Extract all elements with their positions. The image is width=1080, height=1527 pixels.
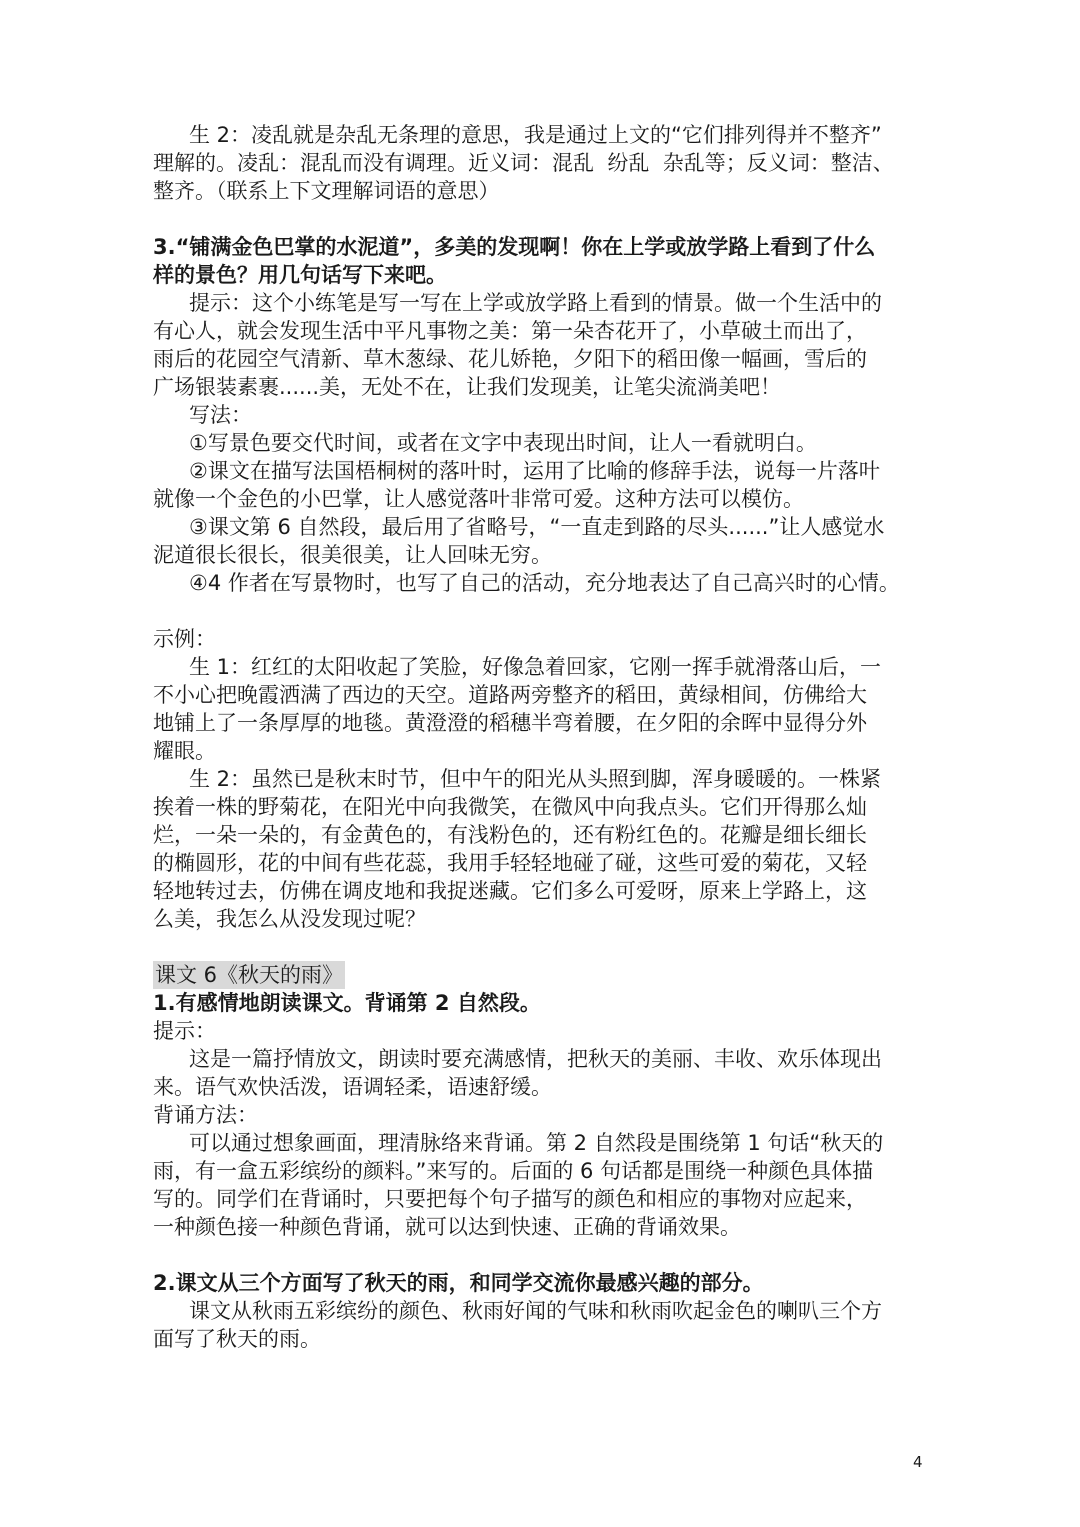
paragraph-line: 有心人，就会发现生活中平凡事物之美：第一朵杏花开了，小草破土而出了， [153, 319, 867, 343]
paragraph-line: 烂，一朵一朵的，有金黄色的，有浅粉色的，还有粉红色的。花瓣是细长细长 [153, 823, 867, 847]
question-1: 1.有感情地朗读课文。背诵第 2 自然段。 [153, 991, 541, 1015]
method-item: ③课文第 6 自然段，最后用了省略号，“一直走到路的尽头......”让人感觉水 [189, 515, 885, 539]
paragraph-line: 提示：这个小练笔是写一写在上学或放学路上看到的情景。做一个生活中的 [189, 291, 882, 315]
writing-method-label: 写法： [189, 403, 252, 427]
paragraph-line: 面写了秋天的雨。 [153, 1327, 321, 1351]
tip-text [153, 1045, 940, 1101]
paragraph-line: 地铺上了一条厚厚的地毯。黄澄澄的稻穗半弯着腰，在夕阳的余晖中显得分外 [153, 711, 867, 735]
example-1 [153, 653, 940, 765]
paragraph-line: 课文从秋雨五彩缤纷的颜色、秋雨好闻的气味和秋雨吹起金色的喇叭三个方 [189, 1299, 882, 1323]
paragraph-line: 么美，我怎么从没发现过呢？ [153, 907, 426, 931]
answer-block-student2 [153, 121, 940, 205]
paragraph-line: 泥道很长很长，很美很美，让人回味无穷。 [153, 543, 552, 567]
question-line: 样的景色？用几句话写下来吧。 [153, 263, 447, 287]
paragraph-line: 就像一个金色的小巴掌，让人感觉落叶非常可爱。这种方法可以模仿。 [153, 487, 804, 511]
method-text [153, 1129, 940, 1241]
page-content [153, 121, 940, 1353]
paragraph-line: 的椭圆形，花的中间有些花蕊，我用手轻轻地碰了碰，这些可爱的菊花，又轻 [153, 851, 867, 875]
paragraph-line: 雨后的花园空气清新、草木葱绿、花儿娇艳，夕阳下的稻田像一幅画，雪后的 [153, 347, 867, 371]
lesson-title: 课文 6《秋天的雨》 [155, 963, 344, 987]
paragraph-line: 轻地转过去，仿佛在调皮地和我捉迷藏。它们多么可爱呀，原来上学路上，这 [153, 879, 867, 903]
tip-label: 提示： [153, 1019, 216, 1043]
paragraph-line: 这是一篇抒情放文，朗读时要充满感情，把秋天的美丽、丰收、欢乐体现出 [189, 1047, 882, 1071]
paragraph-line: 挨着一株的野菊花，在阳光中向我微笑，在微风中向我点头。它们开得那么灿 [153, 795, 867, 819]
example-2 [153, 765, 940, 933]
paragraph-line: 来。语气欢快活泼，语调轻柔，语速舒缓。 [153, 1075, 552, 1099]
paragraph-line: 整齐。（联系上下文理解词语的意思） [153, 179, 500, 203]
page-number: 4 [913, 1453, 923, 1471]
method-item: ②课文在描写法国梧桐树的落叶时，运用了比喻的修辞手法，说每一片落叶 [189, 459, 880, 483]
paragraph-line: 生 2：虽然已是秋末时节，但中午的阳光从头照到脚，浑身暖暖的。一株紧 [189, 767, 882, 791]
method-item: ①写景色要交代时间，或者在文字中表现出时间，让人一看就明白。 [189, 431, 817, 455]
question-line: 3.“铺满金色巴掌的水泥道”，多美的发现啊！你在上学或放学路上看到了什么 [153, 235, 876, 259]
paragraph-line: 广场银装素裹......美，无处不在，让我们发现美，让笔尖流淌美吧！ [153, 375, 782, 399]
method-label: 背诵方法： [153, 1103, 258, 1127]
paragraph-line: 雨，有一盒五彩缤纷的颜料。”来写的。后面的 6 句话都是围绕一种颜色具体描 [153, 1159, 874, 1183]
hint-block [153, 289, 940, 597]
paragraph-line: 不小心把晚霞洒满了西边的天空。道路两旁整齐的稻田，黄绿相间，仿佛给大 [153, 683, 867, 707]
question-2: 2.课文从三个方面写了秋天的雨，和同学交流你最感兴趣的部分。 [153, 1271, 764, 1295]
answer-2 [153, 1297, 940, 1353]
paragraph-line: 生 1：红红的太阳收起了笑脸，好像急着回家，它刚一挥手就滑落山后，一 [189, 655, 882, 679]
paragraph-line: 生 2：凌乱就是杂乱无条理的意思，我是通过上文的“它们排列得并不整齐” [189, 123, 882, 147]
paragraph-line: 写的。同学们在背诵时，只要把每个句子描写的颜色和相应的事物对应起来， [153, 1187, 867, 1211]
paragraph-line: 理解的。凌乱：混乱而没有调理。近义词：混乱 纷乱 杂乱等；反义词：整洁、 [153, 151, 894, 175]
paragraph-line: 耀眼。 [153, 739, 216, 763]
method-item: ④4 作者在写景物时，也写了自己的活动，充分地表达了自己高兴时的心情。 [189, 571, 900, 595]
paragraph-line: 一种颜色接一种颜色背诵，就可以达到快速、正确的背诵效果。 [153, 1215, 741, 1239]
example-label: 示例： [153, 627, 216, 651]
question-3 [153, 233, 940, 289]
paragraph-line: 可以通过想象画面，理清脉络来背诵。第 2 自然段是围绕第 1 句话“秋天的 [189, 1131, 884, 1155]
